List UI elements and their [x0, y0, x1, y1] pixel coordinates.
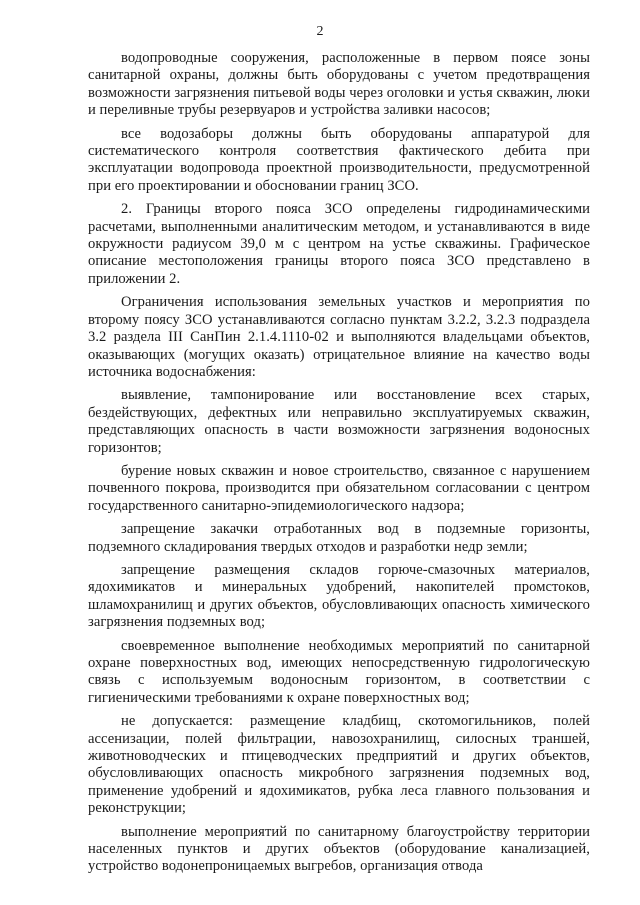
paragraph-first-belt-structures: водопроводные сооружения, расположенные в первом поясе зоны санитарной охраны, должны быть оборудованы с учетом предотвращения возможности загрязнения питьевой воды через оголовки и устья скважин, люки и переливные трубы резервуаров и устройства заливки насосов;	[88, 50, 590, 119]
document-body	[88, 50, 590, 882]
list-item-not-permitted: не допускается: размещение кладбищ, скотомогильников, полей ассенизации, полей фильтрации, навозохранилищ, силосных траншей, животноводческих и птицеводческих предприятий и других объектов, обусловливающих опасность микробного загрязнения подземных вод, применение удобрений и ядохимикатов, рубка леса главного пользования и реконструкции;	[88, 713, 590, 817]
list-item-storage-ban: запрещение размещения складов горюче-смазочных материалов, ядохимикатов и минеральных удобрений, накопителей промстоков, шламохранилищ и других объектов, обусловливающих опасность химического загрязнения подземных вод;	[88, 561, 590, 631]
paragraph-intake-equipment: все водозаборы должны быть оборудованы аппаратурой для систематического контроля соответствия фактического дебита при эксплуатации водопровода проектной производительности, предусмотренной при его проектировании и обосновании границ ЗСО.	[88, 125, 590, 194]
list-item-old-wells: выявление, тампонирование или восстановление всех старых, бездействующих, дефектных или неправильно эксплуатируемых скважин, представляющих опасность в части возможности загрязнения водоносных горизонтов;	[88, 387, 590, 456]
list-item-sanitary-improvement: выполнение мероприятий по санитарному благоустройству территории населенных пунктов и других объектов (оборудование канализацией, устройство водонепроницаемых выгребов, организация отвода	[88, 823, 590, 875]
list-item-new-drilling: бурение новых скважин и новое строительство, связанное с нарушением почвенного покрова, производится при обязательном согласовании с центром государственного санитарно-эпидемиологического надзора;	[88, 462, 590, 514]
page-number: 2	[316, 24, 324, 39]
paragraph-second-belt-boundaries: 2. Границы второго пояса ЗСО определены гидродинамическими расчетами, выполненными аналитическим методом, и устанавливаются в виде окружности радиусом 39,0 м с центром на устье скважины. Графическое описание местоположения границы второго пояса ЗСО представлено в приложении 2.	[88, 201, 590, 287]
list-item-surface-water-protection: своевременное выполнение необходимых мероприятий по санитарной охране поверхностных вод, имеющих непосредственную гидрологическую связь с используемым водоносным горизонтом, в соответствии с гигиеническими требованиями к охране поверхностных вод;	[88, 637, 590, 706]
list-item-wastewater-ban: запрещение закачки отработанных вод в подземные горизонты, подземного складирования твердых отходов и разработки недр земли;	[88, 521, 590, 555]
paragraph-land-use-restrictions: Ограничения использования земельных участков и мероприятия по второму поясу ЗСО устанавливаются согласно пунктам 3.2.2, 3.2.3 подраздела 3.2 раздела III СанПин 2.1.4.1110-02 и выполняются владельцами объектов, оказывающих (могущих оказать) отрицательное влияние на качество воды источника водоснабжения:	[88, 294, 590, 380]
